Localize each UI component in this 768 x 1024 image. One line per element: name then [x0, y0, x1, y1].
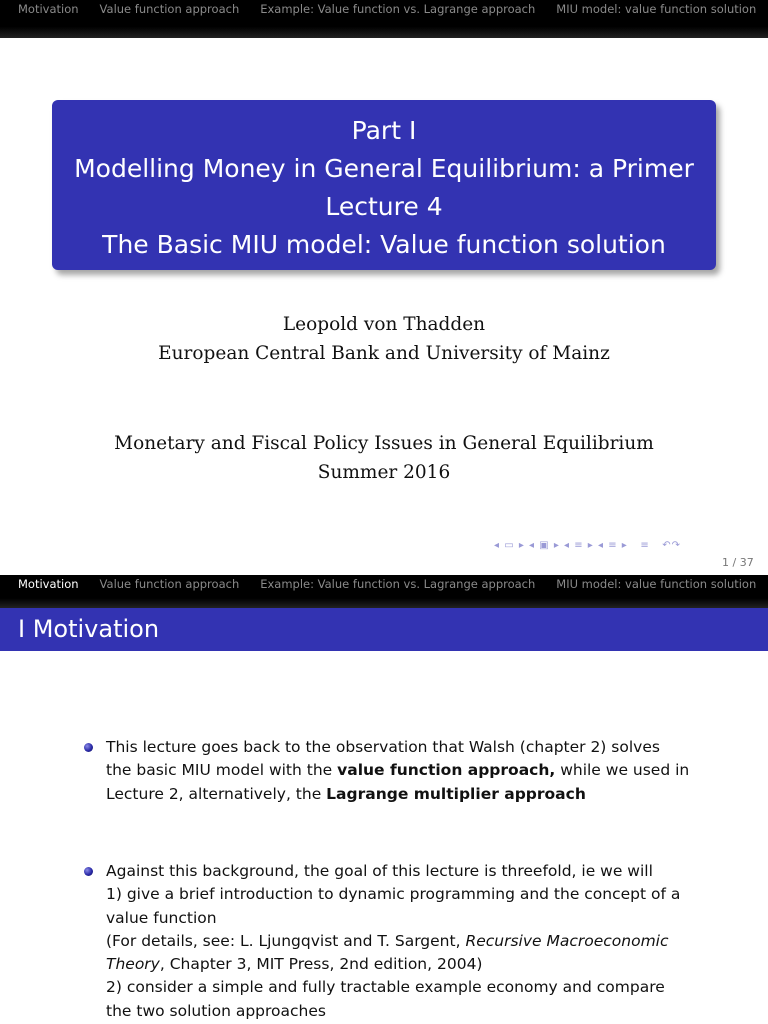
bullet2-line7: the two solution approaches — [106, 1001, 326, 1020]
bullet-item-1 — [84, 736, 724, 806]
frame-title: I Motivation — [0, 608, 768, 651]
slide1-navbar — [0, 0, 768, 38]
slide2-navbar — [0, 575, 768, 608]
title-line-lecture: Lecture 4 — [325, 192, 443, 221]
nav-item-example[interactable]: Example: Value function vs. Lagrange approach — [260, 2, 536, 16]
author-affiliation: European Central Bank and University of Mainz — [158, 343, 610, 364]
bullet-dot-icon — [84, 867, 93, 876]
bullet2-line2: 1) give a brief introduction to dynamic programming and the concept of a — [106, 885, 681, 904]
title-line-subtitle: The Basic MIU model: Value function solution — [102, 230, 666, 259]
bullet1-line3: Lecture 2, alternatively, the Lagrange multiplier approach — [106, 784, 586, 803]
bullet-dot-icon — [84, 743, 93, 752]
nav-item-motivation[interactable]: Motivation — [18, 2, 79, 16]
bullet2-line3: value function — [106, 908, 217, 927]
bullet2-line1: Against this background, the goal of this lecture is threefold, ie we will — [106, 862, 653, 880]
bullet-item-2 — [84, 860, 724, 1023]
author-block — [0, 310, 768, 368]
bullet2-line6: 2) consider a simple and fully tractable example economy and compare — [106, 978, 665, 997]
title-line-part: Part I — [351, 116, 417, 145]
title-box — [52, 100, 716, 270]
course-name: Monetary and Fiscal Policy Issues in General Equilibrium — [114, 433, 654, 454]
bullet1-line2: the basic MIU model with the value function approach, while we used in — [106, 761, 690, 780]
page-number: 1 / 37 — [722, 556, 754, 569]
course-term: Summer 2016 — [317, 462, 451, 483]
nav-item-motivation-active[interactable]: Motivation — [18, 577, 79, 591]
nav-item-value-function[interactable]: Value function approach — [99, 577, 240, 591]
title-line-main: Modelling Money in General Equilibrium: a Primer — [74, 154, 694, 183]
bullet2-line4: (For details, see: L. Ljungqvist and T. Sargent, Recursive Macroeconomic — [106, 931, 669, 950]
nav-item-value-function[interactable]: Value function approach — [99, 2, 240, 16]
bullet2-line5: Theory, Chapter 3, MIT Press, 2nd edition, 2004) — [106, 955, 483, 974]
bullet1-line1: This lecture goes back to the observation that Walsh (chapter 2) solves — [106, 738, 660, 756]
nav-item-miu-model[interactable]: MIU model: value function solution — [556, 577, 757, 591]
author-name: Leopold von Thadden — [282, 314, 486, 335]
nav-item-example[interactable]: Example: Value function vs. Lagrange approach — [260, 577, 536, 591]
nav-item-miu-model[interactable]: MIU model: value function solution — [556, 2, 757, 16]
course-block — [0, 429, 768, 487]
beamer-navigation-icon[interactable]: ◂ ▭ ▸ ◂ ▣ ▸ ◂ ≡ ▸ ◂ ≡ ▸ ≡ ↶↷ — [494, 540, 681, 551]
